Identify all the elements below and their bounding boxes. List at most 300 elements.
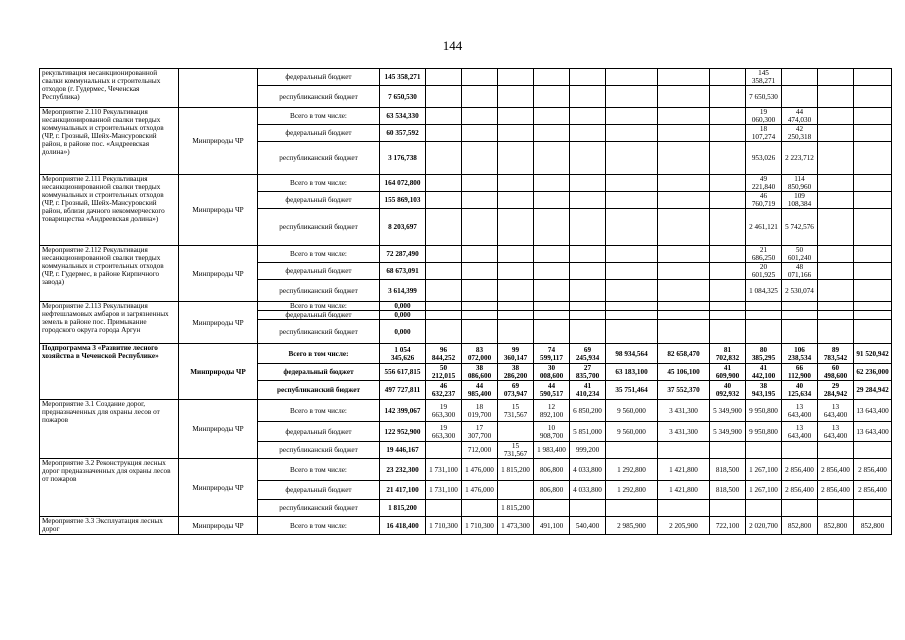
year-value-cell: 63 183,100 bbox=[606, 364, 658, 381]
year-value-cell bbox=[658, 311, 710, 320]
year-value-cell bbox=[462, 192, 498, 209]
year-value-cell bbox=[606, 246, 658, 263]
year-value-cell bbox=[606, 263, 658, 280]
funding-source: республиканский бюджет bbox=[258, 209, 380, 246]
year-value-cell bbox=[818, 192, 854, 209]
year-value-cell: 6 850,200 bbox=[570, 400, 606, 422]
year-value-cell bbox=[498, 108, 534, 125]
year-value-cell bbox=[426, 263, 462, 280]
year-value-cell: 46 760,719 bbox=[746, 192, 782, 209]
year-value-cell bbox=[498, 320, 534, 344]
year-value-cell bbox=[426, 311, 462, 320]
year-value-cell: 540,400 bbox=[570, 517, 606, 535]
year-value-cell: 17 307,700 bbox=[462, 422, 498, 442]
year-value-cell: 999,200 bbox=[570, 442, 606, 459]
year-value-cell bbox=[854, 246, 892, 263]
year-value-cell: 1 292,800 bbox=[606, 481, 658, 500]
year-value-cell bbox=[606, 108, 658, 125]
year-value-cell: 69 073,947 bbox=[498, 381, 534, 400]
year-value-cell bbox=[570, 192, 606, 209]
year-value-cell bbox=[534, 108, 570, 125]
year-value-cell bbox=[462, 311, 498, 320]
year-value-cell: 82 658,470 bbox=[658, 344, 710, 364]
responsible-org: Минприроды ЧР bbox=[179, 175, 258, 246]
year-value-cell: 42 250,318 bbox=[782, 125, 818, 142]
year-value-cell: 98 934,564 bbox=[606, 344, 658, 364]
year-value-cell bbox=[658, 246, 710, 263]
year-value-cell bbox=[658, 142, 710, 175]
year-value-cell: 96 844,252 bbox=[426, 344, 462, 364]
year-value-cell: 1 421,800 bbox=[658, 481, 710, 500]
year-value-cell bbox=[498, 192, 534, 209]
year-value-cell bbox=[570, 500, 606, 517]
year-value-cell bbox=[854, 263, 892, 280]
activity-description: Мероприятие 3.3 Эксплуатация лесных дорог bbox=[40, 517, 179, 535]
funding-source: федеральный бюджет bbox=[258, 192, 380, 209]
year-value-cell: 12 892,100 bbox=[534, 400, 570, 422]
year-value-cell: 852,800 bbox=[818, 517, 854, 535]
total-value-cell: 1 054 345,626 bbox=[380, 344, 426, 364]
year-value-cell bbox=[854, 69, 892, 86]
year-value-cell bbox=[534, 209, 570, 246]
funding-source: федеральный бюджет bbox=[258, 69, 380, 86]
responsible-org bbox=[179, 69, 258, 108]
year-value-cell: 1 421,800 bbox=[658, 459, 710, 481]
year-value-cell bbox=[818, 500, 854, 517]
year-value-cell bbox=[606, 86, 658, 108]
total-value-cell: 145 358,271 bbox=[380, 69, 426, 86]
year-value-cell bbox=[462, 108, 498, 125]
year-value-cell bbox=[606, 209, 658, 246]
year-value-cell bbox=[606, 69, 658, 86]
total-value-cell: 0,000 bbox=[380, 302, 426, 311]
year-value-cell: 9 560,000 bbox=[606, 422, 658, 442]
year-value-cell: 2 856,400 bbox=[854, 459, 892, 481]
budget-table bbox=[39, 68, 892, 535]
year-value-cell bbox=[782, 320, 818, 344]
year-value-cell: 15 731,567 bbox=[498, 442, 534, 459]
year-value-cell bbox=[854, 192, 892, 209]
funding-source: Всего в том числе: bbox=[258, 108, 380, 125]
year-value-cell bbox=[854, 302, 892, 311]
year-value-cell: 45 106,100 bbox=[658, 364, 710, 381]
year-value-cell bbox=[426, 500, 462, 517]
year-value-cell bbox=[570, 175, 606, 192]
year-value-cell bbox=[746, 442, 782, 459]
year-value-cell bbox=[498, 302, 534, 311]
year-value-cell: 491,100 bbox=[534, 517, 570, 535]
table-row bbox=[40, 69, 892, 86]
year-value-cell bbox=[818, 320, 854, 344]
year-value-cell bbox=[462, 320, 498, 344]
responsible-org: Минприроды ЧР bbox=[179, 517, 258, 535]
year-value-cell: 80 385,295 bbox=[746, 344, 782, 364]
year-value-cell: 3 431,300 bbox=[658, 400, 710, 422]
funding-source: республиканский бюджет bbox=[258, 381, 380, 400]
year-value-cell: 852,800 bbox=[782, 517, 818, 535]
year-value-cell bbox=[498, 481, 534, 500]
year-value-cell: 13 643,400 bbox=[854, 422, 892, 442]
year-value-cell bbox=[658, 302, 710, 311]
year-value-cell bbox=[426, 280, 462, 302]
year-value-cell bbox=[606, 302, 658, 311]
year-value-cell: 1 084,325 bbox=[746, 280, 782, 302]
year-value-cell bbox=[782, 500, 818, 517]
year-value-cell bbox=[710, 302, 746, 311]
year-value-cell bbox=[534, 246, 570, 263]
activity-description: Мероприятие 2.113 Рекультивация нефтешламовых амбаров и загрязненных земель в районе пос. Примыкание городского округа города Аргун bbox=[40, 302, 179, 344]
year-value-cell bbox=[462, 125, 498, 142]
total-value-cell: 164 072,800 bbox=[380, 175, 426, 192]
year-value-cell bbox=[570, 108, 606, 125]
year-value-cell bbox=[534, 280, 570, 302]
year-value-cell bbox=[534, 175, 570, 192]
funding-source: федеральный бюджет bbox=[258, 125, 380, 142]
year-value-cell bbox=[854, 209, 892, 246]
year-value-cell: 91 520,942 bbox=[854, 344, 892, 364]
year-value-cell bbox=[426, 302, 462, 311]
responsible-org: Минприроды ЧР bbox=[179, 459, 258, 517]
year-value-cell bbox=[782, 311, 818, 320]
activity-description: Мероприятие 2.111 Рекультивация несанкционированной свалки твердых коммунальных и строительных отходов (ЧР, г. Грозный, Шейх-Мансуровский район, вблизи дачного некоммерческого товарищества «Андреевская долина») bbox=[40, 175, 179, 246]
year-value-cell bbox=[570, 263, 606, 280]
year-value-cell: 30 008,600 bbox=[534, 364, 570, 381]
year-value-cell: 15 731,567 bbox=[498, 400, 534, 422]
total-value-cell: 72 287,490 bbox=[380, 246, 426, 263]
total-value-cell: 23 232,300 bbox=[380, 459, 426, 481]
year-value-cell: 1 476,000 bbox=[462, 459, 498, 481]
year-value-cell: 20 601,925 bbox=[746, 263, 782, 280]
year-value-cell: 806,800 bbox=[534, 459, 570, 481]
table-body bbox=[40, 69, 892, 535]
year-value-cell: 13 643,400 bbox=[782, 400, 818, 422]
year-value-cell: 41 442,100 bbox=[746, 364, 782, 381]
responsible-org: Минприроды ЧР bbox=[179, 302, 258, 344]
year-value-cell: 953,026 bbox=[746, 142, 782, 175]
year-value-cell bbox=[570, 280, 606, 302]
year-value-cell: 2 856,400 bbox=[818, 481, 854, 500]
year-value-cell bbox=[782, 302, 818, 311]
year-value-cell bbox=[746, 311, 782, 320]
total-value-cell: 155 869,103 bbox=[380, 192, 426, 209]
year-value-cell bbox=[658, 108, 710, 125]
total-value-cell: 60 357,592 bbox=[380, 125, 426, 142]
year-value-cell: 44 590,517 bbox=[534, 381, 570, 400]
year-value-cell bbox=[462, 246, 498, 263]
year-value-cell bbox=[426, 175, 462, 192]
activity-description: Мероприятие 2.112 Рекультивация несанкционированной свалки твердых коммунальных и строительных отходов (ЧР, г. Гудермес, в районе Кирпичного завода) bbox=[40, 246, 179, 302]
year-value-cell bbox=[710, 280, 746, 302]
year-value-cell bbox=[570, 246, 606, 263]
funding-source: республиканский бюджет bbox=[258, 86, 380, 108]
year-value-cell: 722,100 bbox=[710, 517, 746, 535]
total-value-cell: 0,000 bbox=[380, 320, 426, 344]
year-value-cell: 74 599,117 bbox=[534, 344, 570, 364]
total-value-cell: 142 399,067 bbox=[380, 400, 426, 422]
funding-source: республиканский бюджет bbox=[258, 280, 380, 302]
year-value-cell bbox=[854, 142, 892, 175]
table-row bbox=[40, 175, 892, 192]
year-value-cell: 9 560,000 bbox=[606, 400, 658, 422]
year-value-cell bbox=[498, 142, 534, 175]
table-row bbox=[40, 344, 892, 364]
year-value-cell bbox=[710, 320, 746, 344]
year-value-cell bbox=[658, 442, 710, 459]
year-value-cell bbox=[498, 422, 534, 442]
year-value-cell: 41 609,900 bbox=[710, 364, 746, 381]
year-value-cell: 3 431,300 bbox=[658, 422, 710, 442]
total-value-cell: 16 418,400 bbox=[380, 517, 426, 535]
year-value-cell: 1 983,400 bbox=[534, 442, 570, 459]
year-value-cell bbox=[710, 192, 746, 209]
year-value-cell: 13 643,400 bbox=[782, 422, 818, 442]
year-value-cell: 818,500 bbox=[710, 459, 746, 481]
year-value-cell bbox=[498, 280, 534, 302]
year-value-cell: 2 020,700 bbox=[746, 517, 782, 535]
year-value-cell bbox=[710, 311, 746, 320]
responsible-org: Минприроды ЧР bbox=[179, 344, 258, 400]
responsible-org: Минприроды ЧР bbox=[179, 246, 258, 302]
year-value-cell: 2 856,400 bbox=[782, 459, 818, 481]
year-value-cell bbox=[710, 442, 746, 459]
year-value-cell: 18 019,700 bbox=[462, 400, 498, 422]
year-value-cell: 1 710,300 bbox=[426, 517, 462, 535]
year-value-cell bbox=[710, 209, 746, 246]
year-value-cell bbox=[534, 86, 570, 108]
year-value-cell bbox=[854, 500, 892, 517]
year-value-cell bbox=[534, 125, 570, 142]
year-value-cell bbox=[426, 192, 462, 209]
year-value-cell bbox=[854, 175, 892, 192]
year-value-cell bbox=[818, 69, 854, 86]
year-value-cell: 712,000 bbox=[462, 442, 498, 459]
year-value-cell bbox=[426, 142, 462, 175]
year-value-cell bbox=[782, 86, 818, 108]
year-value-cell: 2 856,400 bbox=[782, 481, 818, 500]
funding-source: федеральный бюджет bbox=[258, 481, 380, 500]
year-value-cell bbox=[462, 142, 498, 175]
year-value-cell bbox=[534, 192, 570, 209]
year-value-cell bbox=[570, 209, 606, 246]
year-value-cell bbox=[818, 311, 854, 320]
year-value-cell bbox=[498, 69, 534, 86]
year-value-cell bbox=[710, 86, 746, 108]
year-value-cell bbox=[534, 263, 570, 280]
funding-source: республиканский бюджет bbox=[258, 442, 380, 459]
year-value-cell: 1 815,200 bbox=[498, 459, 534, 481]
year-value-cell: 5 349,900 bbox=[710, 422, 746, 442]
year-value-cell: 2 856,400 bbox=[818, 459, 854, 481]
year-value-cell: 7 650,530 bbox=[746, 86, 782, 108]
year-value-cell bbox=[462, 175, 498, 192]
total-value-cell: 122 952,900 bbox=[380, 422, 426, 442]
funding-source: Всего в том числе: bbox=[258, 400, 380, 422]
year-value-cell bbox=[710, 69, 746, 86]
year-value-cell: 38 943,195 bbox=[746, 381, 782, 400]
table-row bbox=[40, 517, 892, 535]
year-value-cell: 114 850,960 bbox=[782, 175, 818, 192]
year-value-cell bbox=[606, 500, 658, 517]
year-value-cell bbox=[710, 125, 746, 142]
year-value-cell: 50 212,015 bbox=[426, 364, 462, 381]
year-value-cell: 4 033,800 bbox=[570, 481, 606, 500]
year-value-cell: 5 851,000 bbox=[570, 422, 606, 442]
activity-description: Мероприятие 3.2 Реконструкция лесных дорог предназначенных для охраны лесов от пожаров bbox=[40, 459, 179, 517]
year-value-cell bbox=[534, 302, 570, 311]
year-value-cell bbox=[570, 86, 606, 108]
year-value-cell: 852,800 bbox=[854, 517, 892, 535]
year-value-cell: 1 476,000 bbox=[462, 481, 498, 500]
year-value-cell bbox=[498, 263, 534, 280]
year-value-cell bbox=[818, 442, 854, 459]
year-value-cell bbox=[658, 263, 710, 280]
year-value-cell bbox=[570, 311, 606, 320]
year-value-cell: 5 742,576 bbox=[782, 209, 818, 246]
year-value-cell bbox=[606, 175, 658, 192]
funding-source: республиканский бюджет bbox=[258, 500, 380, 517]
year-value-cell: 37 552,370 bbox=[658, 381, 710, 400]
year-value-cell bbox=[658, 69, 710, 86]
total-value-cell: 1 815,200 bbox=[380, 500, 426, 517]
year-value-cell bbox=[746, 500, 782, 517]
year-value-cell bbox=[462, 69, 498, 86]
year-value-cell bbox=[658, 280, 710, 302]
activity-description: Подпрограмма 3 «Развитие лесного хозяйства в Чеченской Республике» bbox=[40, 344, 179, 400]
responsible-org: Минприроды ЧР bbox=[179, 400, 258, 459]
year-value-cell: 50 601,240 bbox=[782, 246, 818, 263]
year-value-cell bbox=[818, 302, 854, 311]
year-value-cell: 18 107,274 bbox=[746, 125, 782, 142]
year-value-cell bbox=[462, 86, 498, 108]
year-value-cell: 106 238,534 bbox=[782, 344, 818, 364]
year-value-cell bbox=[854, 108, 892, 125]
year-value-cell bbox=[426, 108, 462, 125]
year-value-cell: 44 985,400 bbox=[462, 381, 498, 400]
year-value-cell: 38 086,600 bbox=[462, 364, 498, 381]
year-value-cell: 19 060,300 bbox=[746, 108, 782, 125]
year-value-cell: 48 071,166 bbox=[782, 263, 818, 280]
funding-source: Всего в том числе: bbox=[258, 517, 380, 535]
year-value-cell: 1 267,100 bbox=[746, 481, 782, 500]
year-value-cell: 13 643,400 bbox=[818, 400, 854, 422]
year-value-cell bbox=[658, 320, 710, 344]
year-value-cell bbox=[782, 442, 818, 459]
activity-description: рекультивация несанкционированной свалки коммунальных и строительных отходов (г. Гудермес, Чеченская Республика) bbox=[40, 69, 179, 108]
year-value-cell bbox=[854, 86, 892, 108]
year-value-cell bbox=[498, 209, 534, 246]
year-value-cell bbox=[498, 175, 534, 192]
year-value-cell bbox=[710, 142, 746, 175]
total-value-cell: 8 203,697 bbox=[380, 209, 426, 246]
year-value-cell bbox=[710, 500, 746, 517]
total-value-cell: 3 176,738 bbox=[380, 142, 426, 175]
funding-source: федеральный бюджет bbox=[258, 263, 380, 280]
year-value-cell bbox=[498, 311, 534, 320]
year-value-cell bbox=[570, 69, 606, 86]
year-value-cell bbox=[462, 500, 498, 517]
year-value-cell bbox=[658, 175, 710, 192]
year-value-cell: 2 223,712 bbox=[782, 142, 818, 175]
year-value-cell bbox=[658, 500, 710, 517]
year-value-cell bbox=[570, 320, 606, 344]
year-value-cell bbox=[462, 280, 498, 302]
year-value-cell bbox=[854, 311, 892, 320]
year-value-cell bbox=[426, 209, 462, 246]
year-value-cell: 21 686,250 bbox=[746, 246, 782, 263]
year-value-cell: 1 473,300 bbox=[498, 517, 534, 535]
year-value-cell bbox=[426, 246, 462, 263]
year-value-cell bbox=[534, 500, 570, 517]
year-value-cell: 29 284,942 bbox=[854, 381, 892, 400]
year-value-cell: 89 783,542 bbox=[818, 344, 854, 364]
year-value-cell: 35 751,464 bbox=[606, 381, 658, 400]
year-value-cell bbox=[746, 302, 782, 311]
year-value-cell bbox=[534, 69, 570, 86]
year-value-cell: 44 474,030 bbox=[782, 108, 818, 125]
year-value-cell: 60 498,600 bbox=[818, 364, 854, 381]
year-value-cell: 2 856,400 bbox=[854, 481, 892, 500]
year-value-cell: 49 221,840 bbox=[746, 175, 782, 192]
table-row bbox=[40, 459, 892, 481]
total-value-cell: 68 673,091 bbox=[380, 263, 426, 280]
year-value-cell bbox=[426, 320, 462, 344]
year-value-cell bbox=[818, 125, 854, 142]
year-value-cell bbox=[498, 125, 534, 142]
year-value-cell bbox=[854, 280, 892, 302]
year-value-cell bbox=[710, 246, 746, 263]
year-value-cell: 818,500 bbox=[710, 481, 746, 500]
activity-description: Мероприятие 2.110 Рекультивация несанкционированной свалки твердых коммунальных и строительных отходов (ЧР, г. Грозный, Шейх-Мансуровский район, в районе пос. «Андреевская долина») bbox=[40, 108, 179, 175]
year-value-cell: 2 530,074 bbox=[782, 280, 818, 302]
year-value-cell bbox=[710, 175, 746, 192]
year-value-cell bbox=[710, 108, 746, 125]
year-value-cell bbox=[818, 280, 854, 302]
year-value-cell: 13 643,400 bbox=[818, 422, 854, 442]
page-number: 144 bbox=[442, 38, 463, 53]
year-value-cell bbox=[498, 246, 534, 263]
table-row bbox=[40, 400, 892, 422]
year-value-cell bbox=[658, 192, 710, 209]
year-value-cell: 4 033,800 bbox=[570, 459, 606, 481]
funding-source: федеральный бюджет bbox=[258, 364, 380, 381]
total-value-cell: 0,000 bbox=[380, 311, 426, 320]
year-value-cell bbox=[426, 442, 462, 459]
year-value-cell: 83 072,000 bbox=[462, 344, 498, 364]
total-value-cell: 21 417,100 bbox=[380, 481, 426, 500]
activity-description: Мероприятие 3.1 Создание дорог, предназначенных для охраны лесов от пожаров bbox=[40, 400, 179, 459]
year-value-cell bbox=[818, 86, 854, 108]
year-value-cell bbox=[606, 311, 658, 320]
total-value-cell: 63 534,330 bbox=[380, 108, 426, 125]
year-value-cell bbox=[426, 69, 462, 86]
year-value-cell bbox=[658, 125, 710, 142]
year-value-cell: 99 360,147 bbox=[498, 344, 534, 364]
year-value-cell bbox=[746, 320, 782, 344]
year-value-cell bbox=[606, 280, 658, 302]
year-value-cell: 2 985,900 bbox=[606, 517, 658, 535]
total-value-cell: 497 727,811 bbox=[380, 381, 426, 400]
funding-source: республиканский бюджет bbox=[258, 320, 380, 344]
year-value-cell: 19 663,300 bbox=[426, 400, 462, 422]
year-value-cell bbox=[818, 175, 854, 192]
year-value-cell bbox=[426, 125, 462, 142]
year-value-cell: 29 284,942 bbox=[818, 381, 854, 400]
year-value-cell: 1 731,100 bbox=[426, 481, 462, 500]
year-value-cell: 9 950,800 bbox=[746, 400, 782, 422]
funding-source: федеральный бюджет bbox=[258, 422, 380, 442]
year-value-cell: 13 643,400 bbox=[854, 400, 892, 422]
year-value-cell: 145 358,271 bbox=[746, 69, 782, 86]
